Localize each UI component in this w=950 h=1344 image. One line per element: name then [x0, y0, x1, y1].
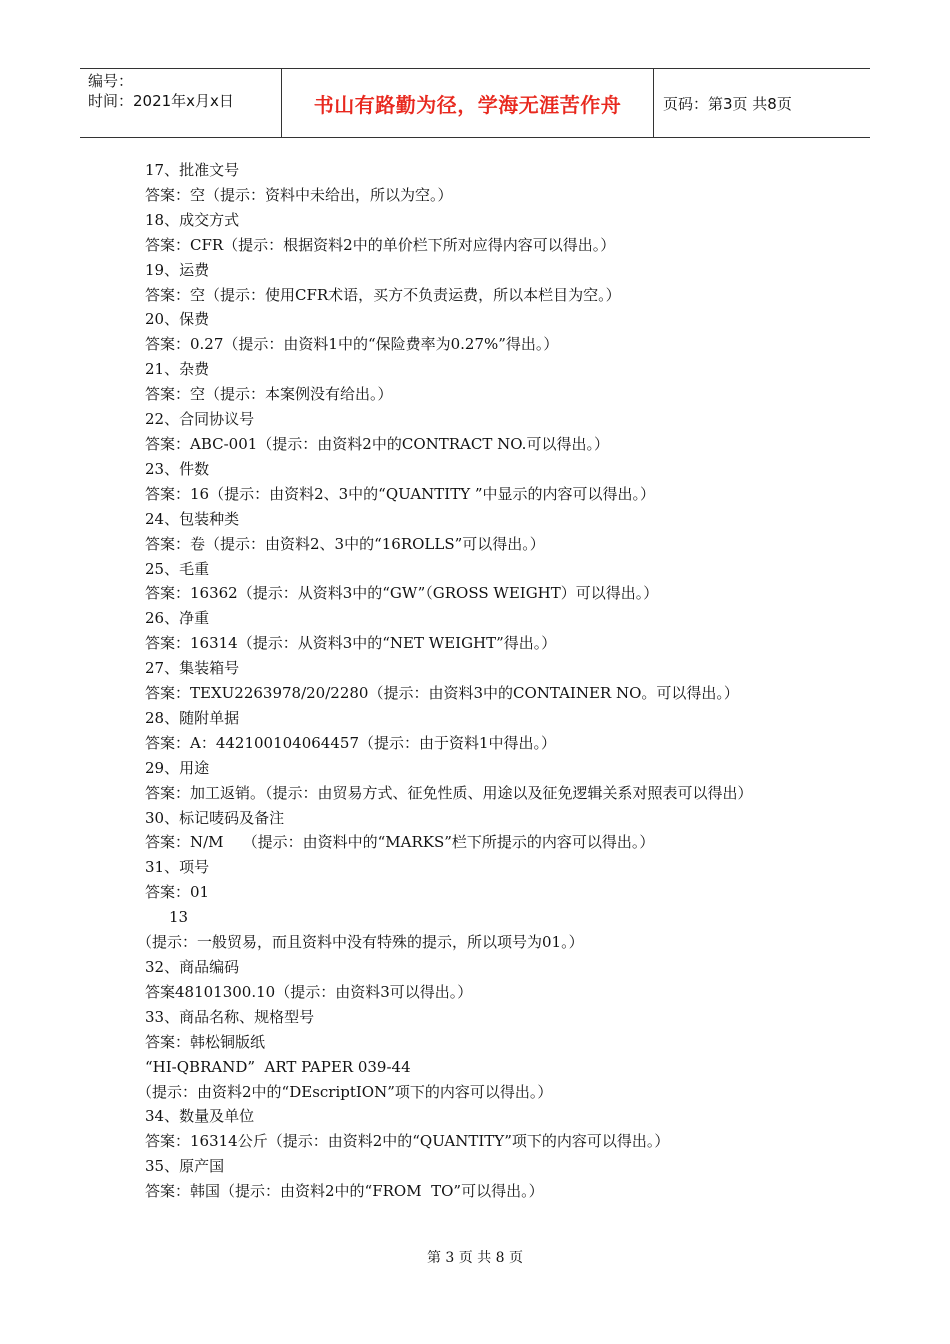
- answer-26: 答案：16314（提示：从资料3中的“NET WEIGHT”得出。）: [145, 634, 557, 653]
- answer-27: 答案：TEXU2263978/20/2280（提示：由资料3中的CONTAINER NO。可以得出。）: [145, 684, 739, 703]
- answer-34: 答案：16314公斤（提示：由资料2中的“QUANTITY”项下的内容可以得出。）: [145, 1132, 670, 1151]
- question-34: 34、数量及单位: [145, 1107, 255, 1126]
- answer-29: 答案：加工返销。（提示：由贸易方式、征免性质、用途以及征免逻辑关系对照表可以得出）: [145, 783, 753, 802]
- answer-30: 答案：N/M （提示：由资料中的“MARKS”栏下所提示的内容可以得出。）: [145, 833, 655, 852]
- question-25: 25、毛重: [145, 559, 210, 578]
- question-33: 33、商品名称、规格型号: [145, 1007, 315, 1026]
- answer-18: 答案：CFR（提示：根据资料2中的单价栏下所对应得内容可以得出。）: [145, 235, 616, 254]
- answer-31: 答案：01: [145, 883, 210, 902]
- question-30: 30、标记唛码及备注: [145, 808, 285, 827]
- document-number-label: 编号：: [88, 72, 134, 90]
- answer-19: 答案：空（提示：使用CFR术语，买方不负责运费，所以本栏目为空。）: [145, 285, 621, 304]
- question-29: 29、用途: [145, 758, 210, 777]
- header-motto: 书山有路勤为径，学海无涯苦作舟: [313, 92, 622, 117]
- answer-35: 答案：韩国（提示：由资料2中的“FROM TO”可以得出。）: [145, 1182, 544, 1201]
- footer-page-number: 第 3 页 共 8 页: [426, 1250, 524, 1266]
- answer-33: 答案：韩松铜版纸: [145, 1032, 266, 1051]
- answer-21: 答案：空（提示：本案例没有给出。）: [145, 385, 393, 404]
- answer-24: 答案：卷（提示：由资料2、3中的“16ROLLS”可以得出。）: [145, 534, 545, 553]
- header-meta: [80, 69, 282, 137]
- page-header: [80, 68, 870, 138]
- question-18: 18、成交方式: [145, 210, 240, 229]
- answer-17: 答案：空（提示：资料中未给出，所以为空。）: [145, 185, 453, 204]
- question-22: 22、合同协议号: [145, 410, 255, 429]
- header-motto-cell: [282, 69, 654, 137]
- answer-23: 答案：16（提示：由资料2、3中的“QUANTITY ”中显示的内容可以得出。）: [145, 484, 656, 503]
- answer-22: 答案：ABC-001（提示：由资料2中的CONTRACT NO.可以得出。）: [145, 434, 609, 453]
- question-27: 27、集装箱号: [145, 659, 240, 678]
- header-page-info: 页码：第3页 共8页: [663, 94, 792, 113]
- document-date: 时间：2021年x月x日: [88, 92, 234, 110]
- header-page-info-cell: [654, 69, 870, 137]
- question-32: 32、商品编码: [145, 958, 240, 976]
- question-31: 31、项号: [145, 858, 210, 877]
- question-21: 21、杂费: [145, 360, 210, 379]
- question-19: 19、运费: [145, 260, 210, 279]
- page-footer: [0, 1247, 950, 1267]
- answer-28: 答案：A：442100104064457（提示：由于资料1中得出。）: [145, 733, 557, 752]
- answer-32: 答案48101300.10（提示：由资料3可以得出。）: [145, 982, 473, 1001]
- answer-33-model: “HI-QBRAND” ART PAPER 039-44: [145, 1057, 411, 1076]
- answer-31-hint: （提示：一般贸易，而且资料中没有特殊的提示，所以项号为01。）: [137, 933, 584, 952]
- question-26: 26、净重: [145, 609, 210, 628]
- question-24: 24、包装种类: [145, 509, 240, 528]
- question-20: 20、保费: [145, 310, 210, 329]
- question-28: 28、随附单据: [145, 708, 240, 727]
- document-body: [137, 158, 810, 1204]
- answer-25: 答案：16362（提示：从资料3中的“GW”（GROSS WEIGHT）可以得出。）: [145, 584, 659, 603]
- answer-20: 答案：0.27（提示：由资料1中的“保险费率为0.27%”得出。）: [145, 335, 559, 354]
- answer-33-hint: （提示：由资料2中的“DEscriptION”项下的内容可以得出。）: [137, 1082, 553, 1101]
- question-17: 17、批准文号: [145, 161, 240, 179]
- question-35: 35、原产国: [145, 1157, 225, 1176]
- answer-31-extra: 13: [169, 908, 189, 927]
- question-23: 23、件数: [145, 459, 210, 478]
